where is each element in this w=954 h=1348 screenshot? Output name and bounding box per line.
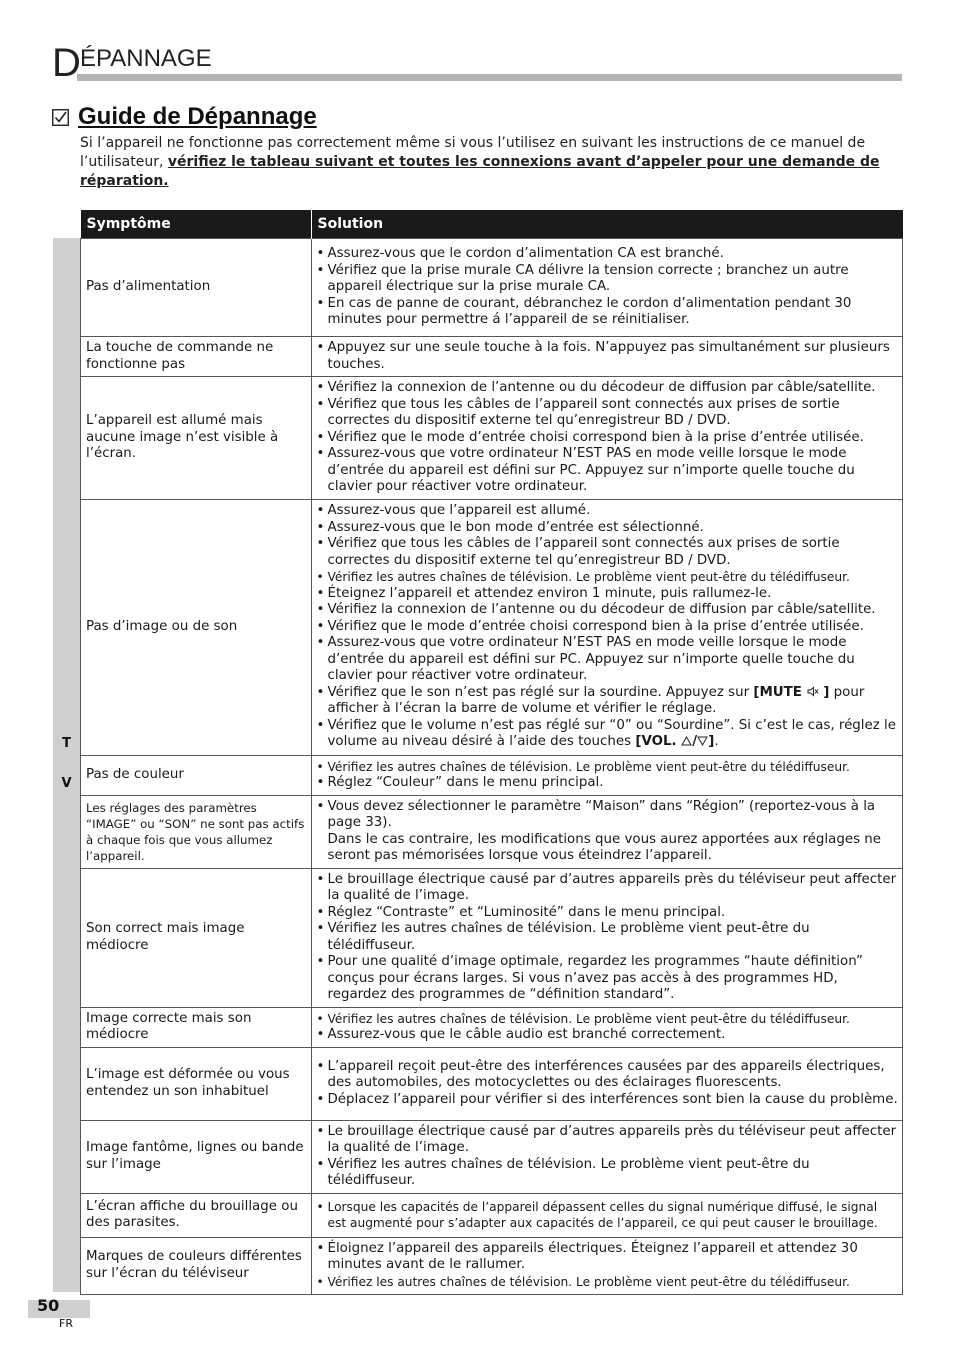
intro-text: Si l’appareil ne fonctionne pas correctement même si vous l’utilisez en suivant les instructions de ce manuel de l’utilisateur, (80, 135, 866, 170)
solution-cell (311, 1120, 903, 1193)
solution-item: • Vérifiez la connexion de l’antenne ou du décodeur de diffusion par câble/satellite. (316, 602, 899, 619)
triangle-up-icon (681, 736, 692, 746)
vol-key-label: [VOL. (635, 734, 682, 750)
table-row (81, 337, 903, 377)
solution-cell (311, 868, 903, 1007)
solution-item: • Vérifiez les autres chaînes de télévision. Le problème vient peut-être du télédiffuseur. (316, 1011, 899, 1028)
solution-item: • Pour une qualité d’image optimale, regardez les programmes “haute définition” conçus pour écrans larges. Si vous n’avez pas accès à des programmes HD, regardez des programmes de “définition standard”. (316, 954, 899, 1004)
table-row (81, 1193, 903, 1237)
solution-cell (311, 377, 903, 500)
solution-item: • Vérifiez la connexion de l’antenne ou du décodeur de diffusion par câble/satellite. (316, 380, 899, 397)
symptom-cell: Son correct mais image médiocre (81, 868, 312, 1007)
side-tab (53, 238, 80, 1292)
symptom-cell: L’image est déformée ou vous entendez un son inhabituel (81, 1047, 312, 1120)
mute-text-before: Vérifiez que le son n’est pas réglé sur la sourdine. Appuyez sur (327, 684, 754, 700)
solution-column-header: Solution (311, 210, 903, 239)
vol-text-before: Vérifiez que le volume n’est pas réglé sur “0” ou “Sourdine”. Si c’est le cas, réglez le volume au niveau désiré à l’aide des touches (327, 717, 897, 750)
table-row (81, 239, 903, 337)
solution-cell (311, 239, 903, 337)
solution-item: • Vérifiez que la prise murale CA délivre la tension correcte ; branchez un autre appareil électrique sur la prise murale CA. (316, 263, 899, 296)
triangle-down-icon (697, 736, 708, 746)
vol-key-end: ] (708, 734, 715, 750)
checkbox-checked-icon (52, 109, 69, 126)
solution-item (316, 799, 899, 865)
solution-item: • Assurez-vous que le bon mode d’entrée est sélectionné. (316, 520, 899, 537)
vol-key-separator: / (692, 734, 698, 750)
solution-item-continuation: Dans le cas contraire, les modifications que vous aurez apportées aux réglages ne seront pas mémorisées lorsque vous éteindrez l’appareil. (327, 831, 882, 863)
solution-item: • Vérifiez que le mode d’entrée choisi correspond bien à la prise d’entrée utilisée. (316, 619, 899, 636)
symptom-cell: Marques de couleurs différentes sur l’écran du téléviseur (81, 1237, 312, 1294)
solution-item: • Vérifiez que tous les câbles de l’appareil sont connectés aux prises de sortie correctes du dispositif externe tel qu’enregistreur BD / DVD. (316, 536, 899, 569)
symptom-cell: Pas d’image ou de son (81, 499, 312, 755)
solution-item-mute (316, 685, 899, 718)
header-title: ÉPANNAGE (80, 45, 212, 72)
symptom-cell: Image fantôme, lignes ou bande sur l’image (81, 1120, 312, 1193)
page-language: FR (59, 1317, 73, 1330)
mute-key-end: ] (818, 684, 830, 700)
page-header (52, 40, 902, 86)
solution-item: • Appuyez sur une seule touche à la fois. N’appuyez pas simultanément sur plusieurs touches. (316, 340, 899, 373)
vol-text-after: . (714, 734, 719, 750)
header-rule (77, 74, 902, 81)
table-row (81, 868, 903, 1007)
solution-item: • Réglez “Contraste” et “Luminosité” dans le menu principal. (316, 905, 899, 922)
intro-paragraph (80, 134, 910, 191)
solution-item: • Vérifiez les autres chaînes de télévision. Le problème vient peut-être du télédiffuseur. (316, 921, 899, 954)
solution-cell (311, 1047, 903, 1120)
solution-item: • Vérifiez les autres chaînes de télévision. Le problème vient peut-être du télédiffuseur. (316, 1157, 899, 1190)
solution-item-text: Vous devez sélectionner le paramètre “Maison” dans “Région” (reportez-vous à la page 33). (327, 798, 876, 830)
table-row (81, 499, 903, 755)
solution-item: • Le brouillage électrique causé par d’autres appareils près du téléviseur peut affecter la qualité de l’image. (316, 872, 899, 905)
mute-icon (807, 686, 819, 697)
solution-item: • Assurez-vous que le cordon d’alimentation CA est branché. (316, 246, 899, 263)
solution-item: • Assurez-vous que l’appareil est allumé. (316, 503, 899, 520)
symptom-cell: L’écran affiche du brouillage ou des parasites. (81, 1193, 312, 1237)
solution-cell (311, 1007, 903, 1047)
solution-item: • Vérifiez que le mode d’entrée choisi correspond bien à la prise d’entrée utilisée. (316, 430, 899, 447)
solution-item: • En cas de panne de courant, débranchez le cordon d’alimentation pendant 30 minutes pour permettre á l’appareil de se réinitialiser. (316, 296, 899, 329)
table-row (81, 755, 903, 795)
table-header-row (81, 210, 903, 239)
solution-item: • Assurez-vous que le câble audio est branché correctement. (316, 1027, 899, 1044)
solution-item: • Vérifiez les autres chaînes de télévision. Le problème vient peut-être du télédiffuseur. (316, 759, 899, 776)
symptom-cell: Les réglages des paramètres “IMAGE” ou “SON” ne sont pas actifs à chaque fois que vous allumez l’appareil. (81, 795, 312, 868)
symptom-cell: Pas de couleur (81, 755, 312, 795)
table-row (81, 1007, 903, 1047)
table-row (81, 377, 903, 500)
side-tab-letter-v: V (61, 776, 72, 791)
table-row (81, 1237, 903, 1294)
solution-item: • Le brouillage électrique causé par d’autres appareils près du téléviseur peut affecter la qualité de l’image. (316, 1124, 899, 1157)
table-row (81, 1120, 903, 1193)
solution-item: • Éloignez l’appareil des appareils électriques. Éteignez l’appareil et attendez 30 minutes avant de le rallumer. (316, 1241, 899, 1274)
page-number: 50 (37, 1296, 60, 1315)
solution-item: • Assurez-vous que votre ordinateur N’EST PAS en mode veille lorsque le mode d’entrée du appareil est défini sur PC. Appuyez sur n’importe quelle touche du clavier pour réactiver votre ordinateur. (316, 446, 899, 496)
solution-item: • L’appareil reçoit peut-être des interférences causées par des appareils électriques, des automobiles, des motocyclettes ou des éclairages fluorescents. (316, 1059, 899, 1092)
solution-item: • Lorsque les capacités de l’appareil dépassent celles du signal numérique diffusé, le signal est augmenté pour s’adapter aux capacités de l’appareil, ce qui peut causer le brouillage. (316, 1199, 899, 1232)
solution-cell (311, 795, 903, 868)
symptom-cell: La touche de commande ne fonctionne pas (81, 337, 312, 377)
header-initial: D (52, 41, 81, 85)
solution-cell (311, 1237, 903, 1294)
solution-item: • Vérifiez les autres chaînes de télévision. Le problème vient peut-être du télédiffuseur. (316, 569, 899, 586)
solution-cell (311, 1193, 903, 1237)
mute-text-after: pour afficher à l’écran la barre de volume et vérifier le réglage. (327, 684, 865, 717)
solution-item: • Vérifiez les autres chaînes de télévision. Le problème vient peut-être du télédiffuseur. (316, 1274, 899, 1291)
table-row (81, 795, 903, 868)
solution-item-volume (316, 718, 899, 751)
symptom-column-header: Symptôme (81, 210, 312, 239)
troubleshooting-table (80, 210, 903, 1295)
intro-emphasis: vérifiez le tableau suivant et toutes les connexions avant d’appeler pour une demande de réparation. (80, 154, 880, 189)
symptom-cell: Image correcte mais son médiocre (81, 1007, 312, 1047)
side-tab-letter-t: T (62, 736, 71, 751)
solution-item: • Déplacez l’appareil pour vérifier si des interférences sont bien la cause du problème. (316, 1092, 899, 1109)
solution-item: • Assurez-vous que votre ordinateur N’EST PAS en mode veille lorsque le mode d’entrée du appareil est défini sur PC. Appuyez sur n’importe quelle touche du clavier pour réactiver votre ordinateur. (316, 635, 899, 685)
section-heading: Guide de Dépannage (78, 103, 317, 130)
section-title (52, 100, 317, 134)
mute-key-label: [MUTE (753, 684, 807, 700)
symptom-cell: L’appareil est allumé mais aucune image n’est visible à l’écran. (81, 377, 312, 500)
table-row (81, 1047, 903, 1120)
solution-cell (311, 755, 903, 795)
solution-cell (311, 499, 903, 755)
solution-cell (311, 337, 903, 377)
solution-item: • Vérifiez que tous les câbles de l’appareil sont connectés aux prises de sortie correctes du dispositif externe tel qu’enregistreur BD / DVD. (316, 397, 899, 430)
symptom-cell: Pas d’alimentation (81, 239, 312, 337)
solution-item: • Éteignez l’appareil et attendez environ 1 minute, puis rallumez-le. (316, 586, 899, 603)
solution-item: • Réglez “Couleur” dans le menu principal. (316, 775, 899, 792)
